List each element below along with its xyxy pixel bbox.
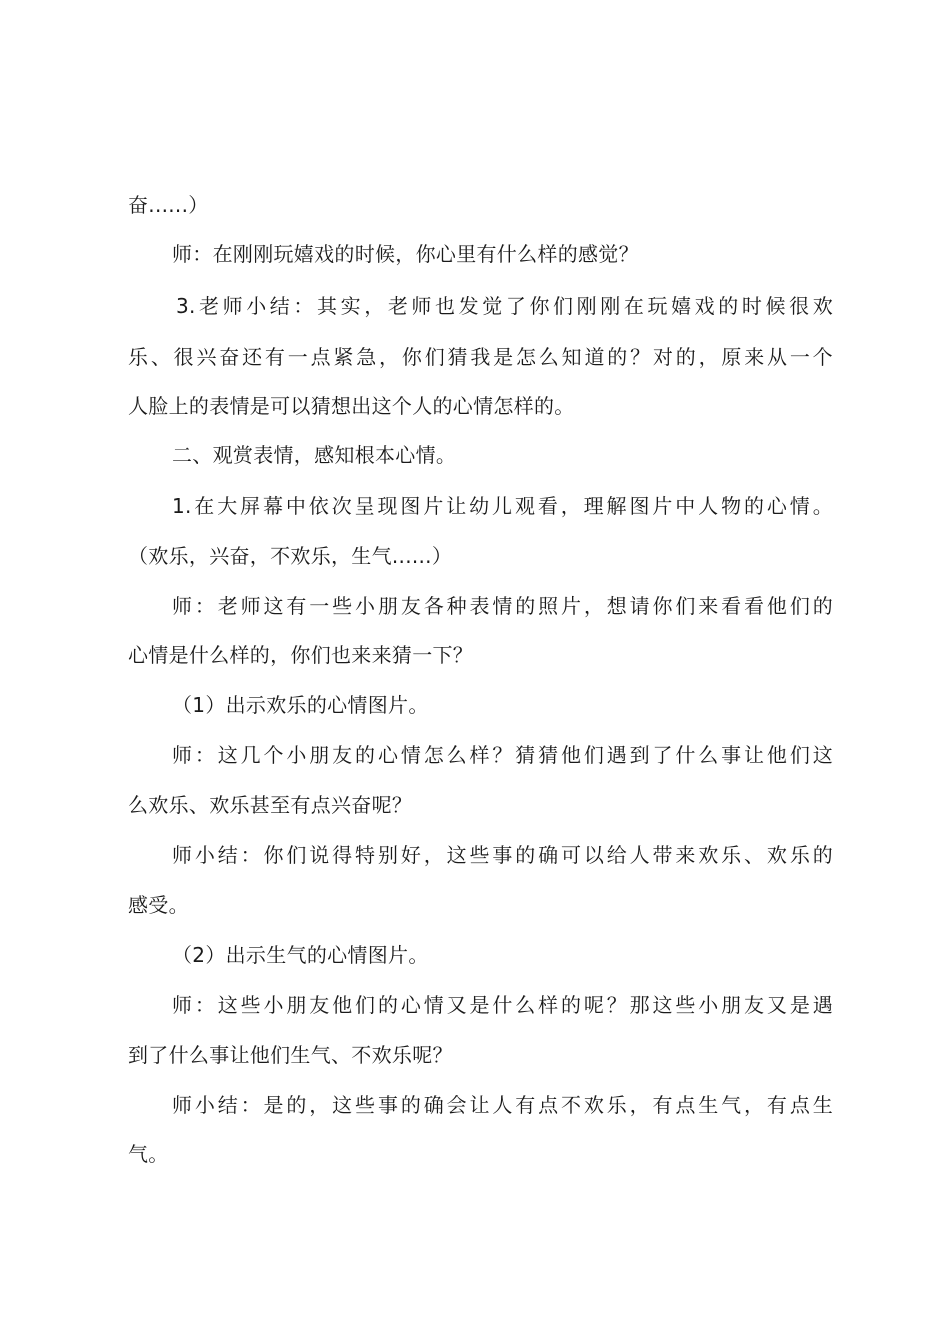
paragraph-line: （1）出示欢乐的心情图片。 [172, 693, 429, 717]
paragraph-line: 师：老师这有一些小朋友各种表情的照片，想请你们来看看他们的 [172, 594, 833, 618]
paragraph-line: 到了什么事让他们生气、不欢乐呢？ [128, 1043, 453, 1067]
paragraph-line: 师小结：是的，这些事的确会让人有点不欢乐，有点生气，有点生 [172, 1093, 833, 1117]
paragraph-line: 气。 [128, 1142, 169, 1166]
paragraph-line: 么欢乐、欢乐甚至有点兴奋呢？ [128, 793, 413, 817]
paragraph-line: 奋......） [128, 193, 209, 217]
paragraph-line: 1.在大屏幕中依次呈现图片让幼儿观看，理解图片中人物的心情。 [172, 494, 833, 518]
paragraph-line: 师：这些小朋友他们的心情又是什么样的呢？那这些小朋友又是遇 [172, 993, 833, 1017]
section-heading: 二、观赏表情，感知根本心情。 [172, 443, 457, 467]
paragraph-line: 乐、很兴奋还有一点紧急，你们猜我是怎么知道的？对的，原来从一个 [128, 345, 833, 369]
paragraph-line: 师：这几个小朋友的心情怎么样？猜猜他们遇到了什么事让他们这 [172, 743, 833, 767]
paragraph-line: 师：在刚刚玩嬉戏的时候，你心里有什么样的感觉？ [172, 242, 639, 266]
paragraph-line: （欢乐，兴奋，不欢乐，生气......） [128, 544, 453, 568]
paragraph-line: 心情是什么样的，你们也来来猜一下？ [128, 643, 474, 667]
paragraph-line: 感受。 [128, 893, 189, 917]
paragraph-line: 人脸上的表情是可以猜想出这个人的心情怎样的。 [128, 394, 575, 418]
paragraph-line: （2）出示生气的心情图片。 [172, 943, 429, 967]
paragraph-line: 3.老师小结：其实，老师也发觉了你们刚刚在玩嬉戏的时候很欢 [176, 294, 833, 318]
paragraph-line: 师小结：你们说得特别好，这些事的确可以给人带来欢乐、欢乐的 [172, 843, 833, 867]
